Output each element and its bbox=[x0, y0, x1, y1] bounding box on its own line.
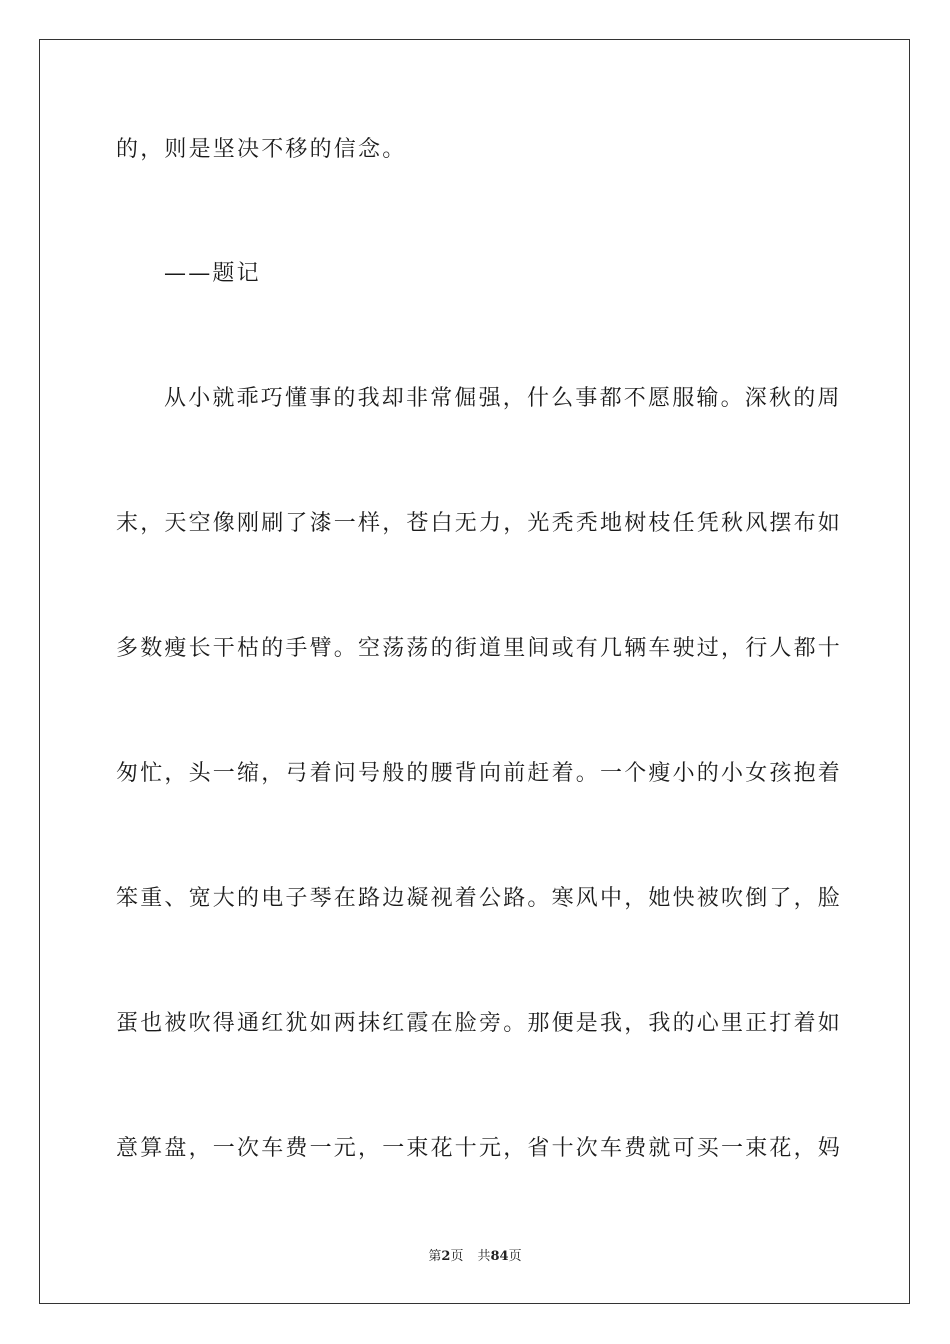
total-page-number: 84 bbox=[490, 1249, 509, 1264]
paragraph-line-6: 蛋也被吹得通红犹如两抹红霞在脸旁。那便是我，我的心里正打着如 bbox=[116, 1011, 843, 1036]
total-suffix: 页 bbox=[508, 1249, 522, 1264]
paragraph-line-4: 匆忙，头一缩，弓着问号般的腰背向前赶着。一个瘦小的小女孩抱着 bbox=[116, 761, 843, 786]
epigraph-attribution: ——题记 bbox=[164, 261, 261, 286]
paragraph-line-5: 笨重、宽大的电子琴在路边凝视着公路。寒风中，她快被吹倒了，脸 bbox=[116, 886, 843, 911]
paragraph-line-7: 意算盘，一次车费一元，一束花十元，省十次车费就可买一束花，妈 bbox=[116, 1136, 843, 1161]
text-line-1: 的，则是坚决不移的信念。 bbox=[116, 137, 407, 162]
page-footer bbox=[0, 1248, 950, 1266]
page-suffix: 页 bbox=[450, 1249, 464, 1264]
paragraph-line-1: 从小就乖巧懂事的我却非常倔强，什么事都不愿服输。深秋的周 bbox=[164, 386, 842, 411]
current-page-number: 2 bbox=[441, 1249, 451, 1264]
page-prefix: 第 bbox=[428, 1249, 442, 1264]
total-prefix: 共 bbox=[477, 1249, 491, 1264]
page-border bbox=[39, 39, 910, 1304]
paragraph-line-2: 末，天空像刚刷了漆一样，苍白无力，光秃秃地树枝任凭秋风摆布如 bbox=[116, 511, 843, 536]
paragraph-line-3: 多数瘦长干枯的手臂。空荡荡的街道里间或有几辆车驶过，行人都十 bbox=[116, 636, 843, 661]
